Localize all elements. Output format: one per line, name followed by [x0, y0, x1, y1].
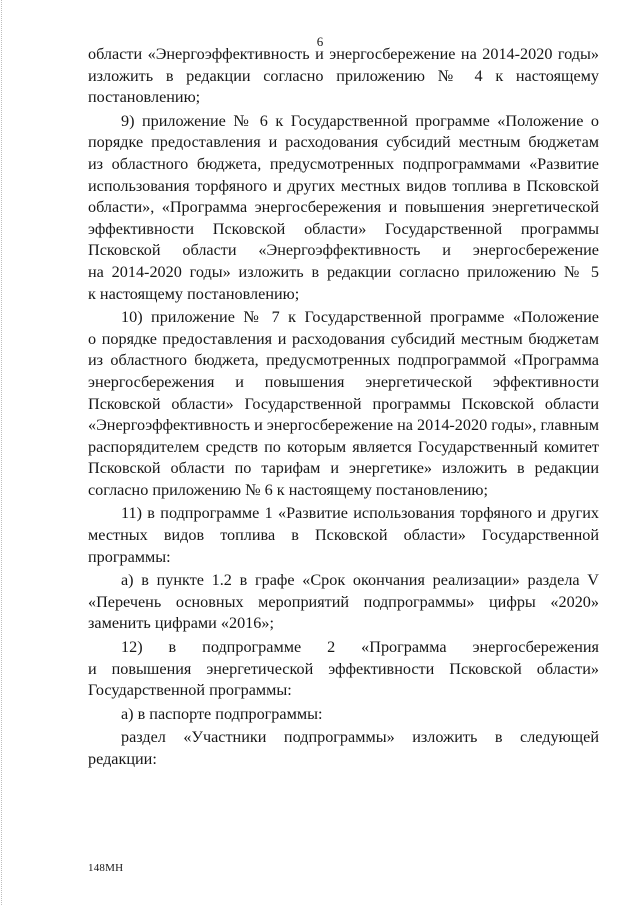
text-line: области «Энергоэффективность и энергосбережение на 2014-2020 годы» [88, 45, 599, 63]
text-line: 11) в подпрограмме 1 «Развитие использования торфяного и других [121, 504, 599, 523]
text-line: редакции: [88, 750, 157, 768]
text-line: энергосбережения и повышения энергетической эффективности [88, 372, 599, 391]
text-line: распорядителем средств по которым является Государственный комитет [88, 437, 599, 456]
text-line: согласно приложению № 6 к настоящему постановлению; [88, 480, 489, 499]
page-edge-line [1, 0, 2, 905]
text-line: и повышения энергетической эффективности Псковской области» [88, 659, 599, 678]
text-line: заменить цифрами «2016»; [88, 614, 274, 633]
text-line: о порядке предоставления и расходования субсидий местным бюджетам [88, 329, 599, 348]
text-line: Псковской области по тарифам и энергетике» изложить в редакции [88, 459, 599, 478]
text-line: изложить в редакции согласно приложению № 4 к настоящему [88, 66, 599, 85]
text-line: области», «Программа энергосбережения и повышения энергетической [88, 198, 599, 217]
text-line: Псковской области» Государственной программы Псковской области [88, 394, 599, 413]
text-line: а) в пункте 1.2 в графе «Срок окончания реализации» раздела V [121, 571, 599, 590]
document-body [88, 44, 599, 771]
text-line: Государственной программы: [88, 681, 292, 700]
text-line: «Энергоэффективность и энергосбережение на 2014-2020 годы», главным [88, 416, 599, 435]
text-line: «Перечень основных мероприятий подпрограммы» цифры «2020» [88, 592, 599, 611]
document-code: 148МН [88, 862, 124, 874]
text-line: 12) в подпрограмме 2 «Программа энергосбережения [121, 638, 599, 657]
text-line: раздел «Участники подпрограммы» изложить в следующей [121, 728, 599, 747]
text-line: 9) приложение № 6 к Государственной программе «Положение о [121, 111, 599, 130]
text-line: порядке предоставления и расходования субсидий местным бюджетам [88, 133, 599, 152]
text-line: постановлению; [88, 88, 201, 107]
text-line: из областного бюджета, предусмотренных подпрограммой «Программа [88, 351, 599, 370]
page-number: 6 [316, 34, 324, 49]
text-line: местных видов топлива в Псковской области» Государственной [88, 526, 599, 545]
text-line: а) в паспорте подпрограммы: [121, 704, 323, 723]
text-line: эффективности Псковской области» Государственной программы [88, 219, 599, 238]
text-line: использования торфяного и других местных видов топлива в Псковской [88, 176, 599, 195]
text-line: программы: [88, 547, 171, 566]
text-line: на 2014-2020 годы» изложить в редакции согласно приложению № 5 [88, 262, 599, 281]
text-line: 10) приложение № 7 к Государственной программе «Положение [121, 308, 599, 327]
text-line: из областного бюджета, предусмотренных подпрограммами «Развитие [88, 154, 599, 173]
text-line: к настоящему постановлению; [88, 284, 300, 303]
text-line: Псковской области «Энергоэффективность и энергосбережение [88, 241, 599, 260]
